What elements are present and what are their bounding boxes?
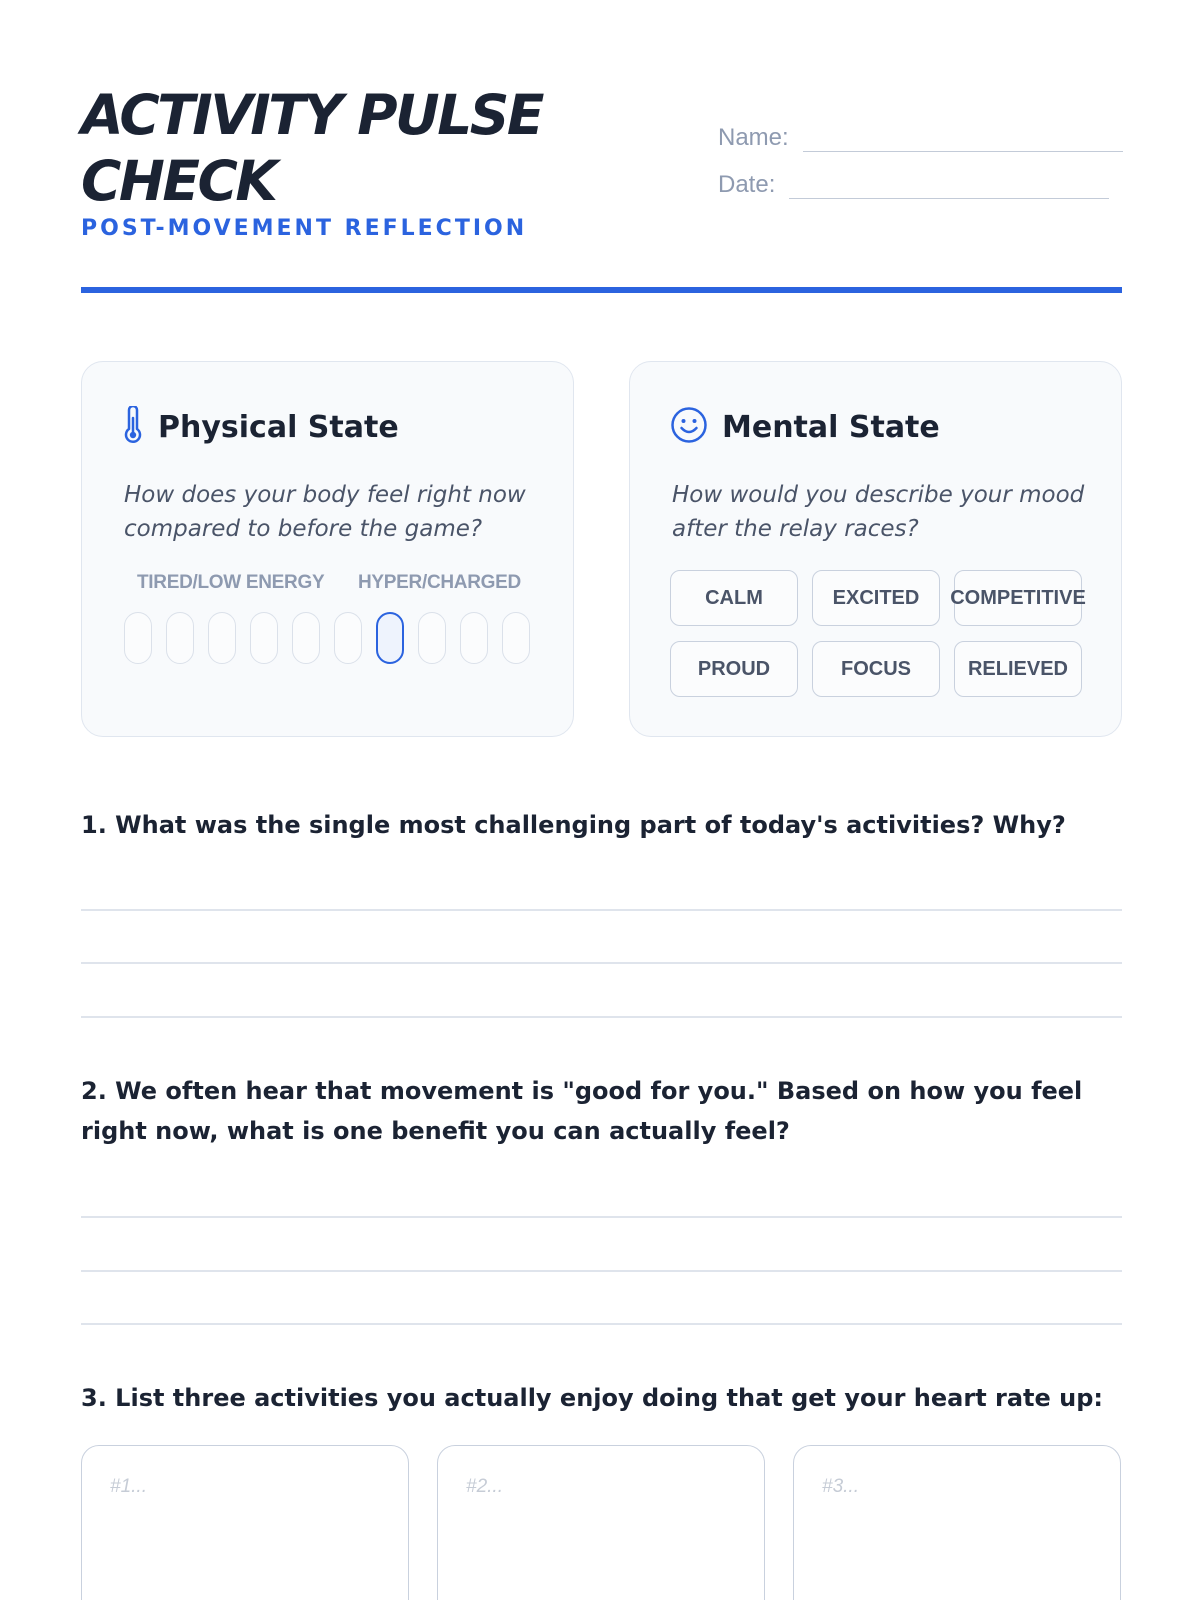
energy-scale-point[interactable] — [502, 612, 530, 664]
activity-box-2[interactable] — [437, 1445, 765, 1600]
activity-box-1[interactable] — [81, 1445, 409, 1600]
question-1: 1. What was the single most challenging part of today's activities? Why? — [81, 811, 1066, 839]
physical-state-title: Physical State — [158, 410, 399, 445]
physical-state-question: How does your body feel right now compared to before the game? — [124, 482, 526, 542]
activity-placeholder-3: #3... — [822, 1476, 859, 1497]
answer-line[interactable] — [81, 962, 1122, 964]
answer-line[interactable] — [81, 1216, 1122, 1218]
answer-line[interactable] — [81, 1270, 1122, 1272]
energy-scale-point[interactable] — [166, 612, 194, 664]
energy-scale-point[interactable] — [208, 612, 236, 664]
name-field[interactable] — [803, 124, 1123, 152]
mood-option-focus[interactable]: FOCUS — [812, 641, 940, 697]
high-energy-label: HYPER/CHARGED — [358, 572, 521, 593]
date-field[interactable] — [789, 171, 1109, 199]
physical-state-header — [122, 406, 399, 449]
page-subtitle: POST-MOVEMENT REFLECTION — [81, 216, 528, 241]
answer-line[interactable] — [81, 909, 1122, 911]
energy-scale-point[interactable] — [124, 612, 152, 664]
energy-scale — [124, 612, 530, 664]
mental-state-title: Mental State — [722, 410, 940, 445]
mental-state-question: How would you describe your mood after the relay races? — [672, 482, 1085, 542]
mental-state-card — [629, 361, 1122, 737]
thermometer-icon — [122, 406, 144, 449]
header-divider — [81, 287, 1122, 293]
worksheet-page — [81, 0, 1122, 1600]
energy-scale-point[interactable] — [460, 612, 488, 664]
question-3: 3. List three activities you actually enjoy doing that get your heart rate up: — [81, 1384, 1104, 1412]
date-label: Date: — [718, 171, 776, 198]
energy-scale-point[interactable] — [250, 612, 278, 664]
question-2: 2. We often hear that movement is "good for you." Based on how you feel right now, what is one benefit you can actually feel? — [81, 1077, 1083, 1145]
answer-line[interactable] — [81, 1016, 1122, 1018]
mental-state-header — [670, 406, 940, 449]
energy-scale-point[interactable] — [418, 612, 446, 664]
mood-option-proud[interactable]: PROUD — [670, 641, 798, 697]
mood-option-calm[interactable]: CALM — [670, 570, 798, 626]
mood-option-relieved[interactable]: RELIEVED — [954, 641, 1082, 697]
mood-options — [670, 570, 1086, 697]
low-energy-label: TIRED/LOW ENERGY — [137, 572, 325, 593]
activity-placeholder-1: #1... — [110, 1476, 147, 1497]
page-title: ACTIVITY PULSE CHECK — [81, 83, 542, 213]
energy-scale-point[interactable] — [334, 612, 362, 664]
activity-placeholder-2: #2... — [466, 1476, 503, 1497]
date-row — [718, 171, 1109, 199]
mood-option-competitive[interactable]: COMPETITIVE — [954, 570, 1082, 626]
name-label: Name: — [718, 124, 789, 151]
name-row — [718, 124, 1123, 152]
physical-state-card — [81, 361, 574, 737]
energy-scale-point[interactable] — [376, 612, 404, 664]
mood-option-excited[interactable]: EXCITED — [812, 570, 940, 626]
energy-scale-point[interactable] — [292, 612, 320, 664]
smiley-icon — [670, 406, 708, 449]
answer-line[interactable] — [81, 1323, 1122, 1325]
activity-box-3[interactable] — [793, 1445, 1121, 1600]
